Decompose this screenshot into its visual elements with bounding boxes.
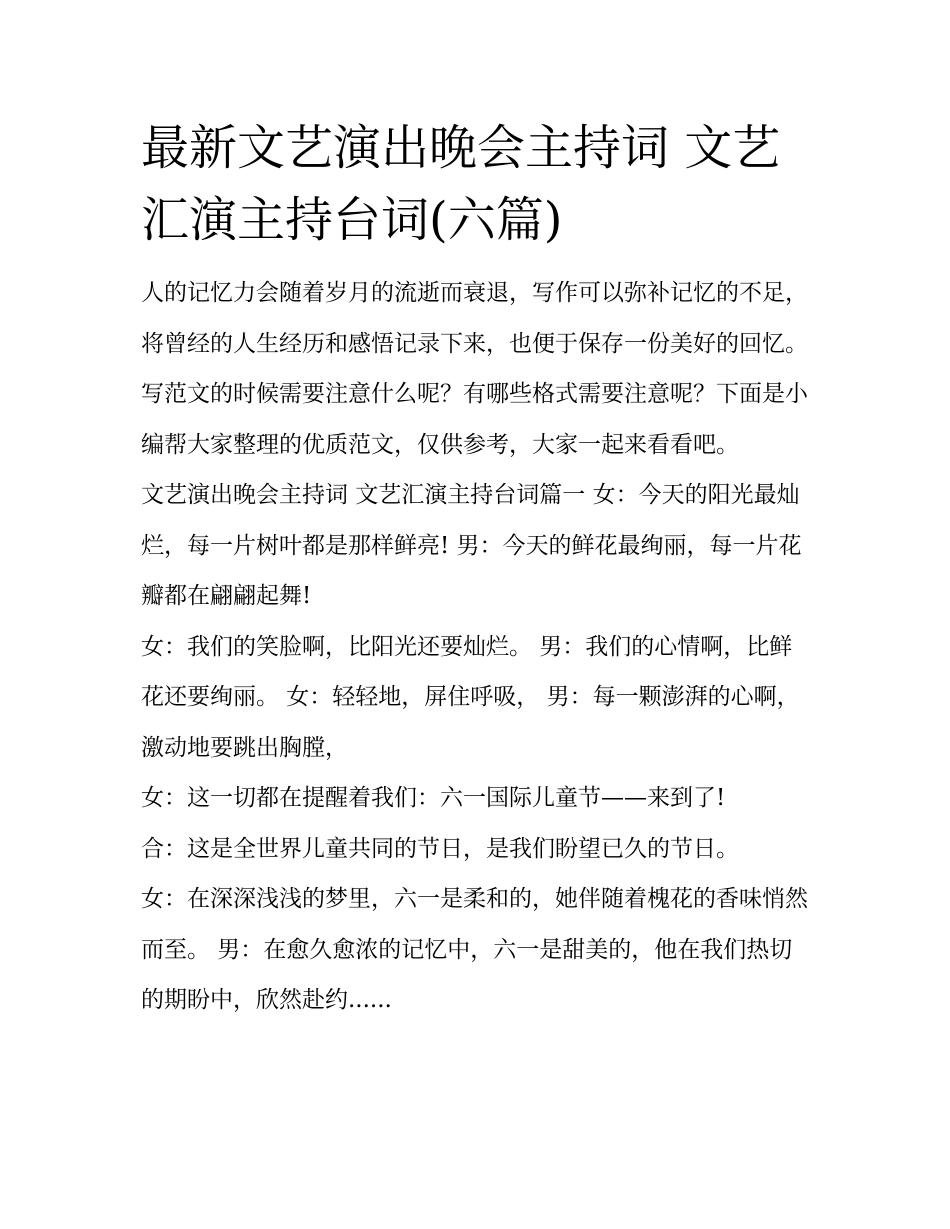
paragraph-dialogue-1: 女：我们的笑脸啊，比阳光还要灿烂。 男：我们的心情啊，比鲜花还要绚丽。 女：轻轻地，屏住呼吸， 男：每一颗澎湃的心啊，激动地要跳出胸膛， [141,633,800,761]
paragraph-dialogue-3: 合：这是全世界儿童共同的节日，是我们盼望已久的节日。 [141,835,739,862]
paragraph-dialogue-2: 女：这一切都在提醒着我们：六一国际儿童节——来到了! [141,785,726,811]
paragraph-dialogue-4: 女：在深深浅浅的梦里，六一是柔和的，她伴随着槐花的香味悄然而至。 男：在愈久愈浓的记忆中，六一是甜美的，他在我们热切的期盼中，欣然赴约...... [141,886,808,1013]
paragraph-intro: 人的记忆力会随着岁月的流逝而衰退，写作可以弥补记忆的不足，将曾经的人生经历和感悟记录下来，也便于保存一份美好的回忆。写范文的时候需要注意什么呢？有哪些格式需要注意呢？下面是小编帮大家整理的优质范文，仅供参考，大家一起来看看吧。 [141,280,808,458]
document-page [141,112,813,1026]
paragraph-opening: 文艺演出晚会主持词 文艺汇演主持台词篇一 女：今天的阳光最灿烂，每一片树叶都是那样鲜亮! 男：今天的鲜花最绚丽，每一片花瓣都在翩翩起舞! [141,482,802,609]
document-title: 最新文艺演出晚会主持词 文艺汇演主持台词(六篇) [141,120,781,248]
